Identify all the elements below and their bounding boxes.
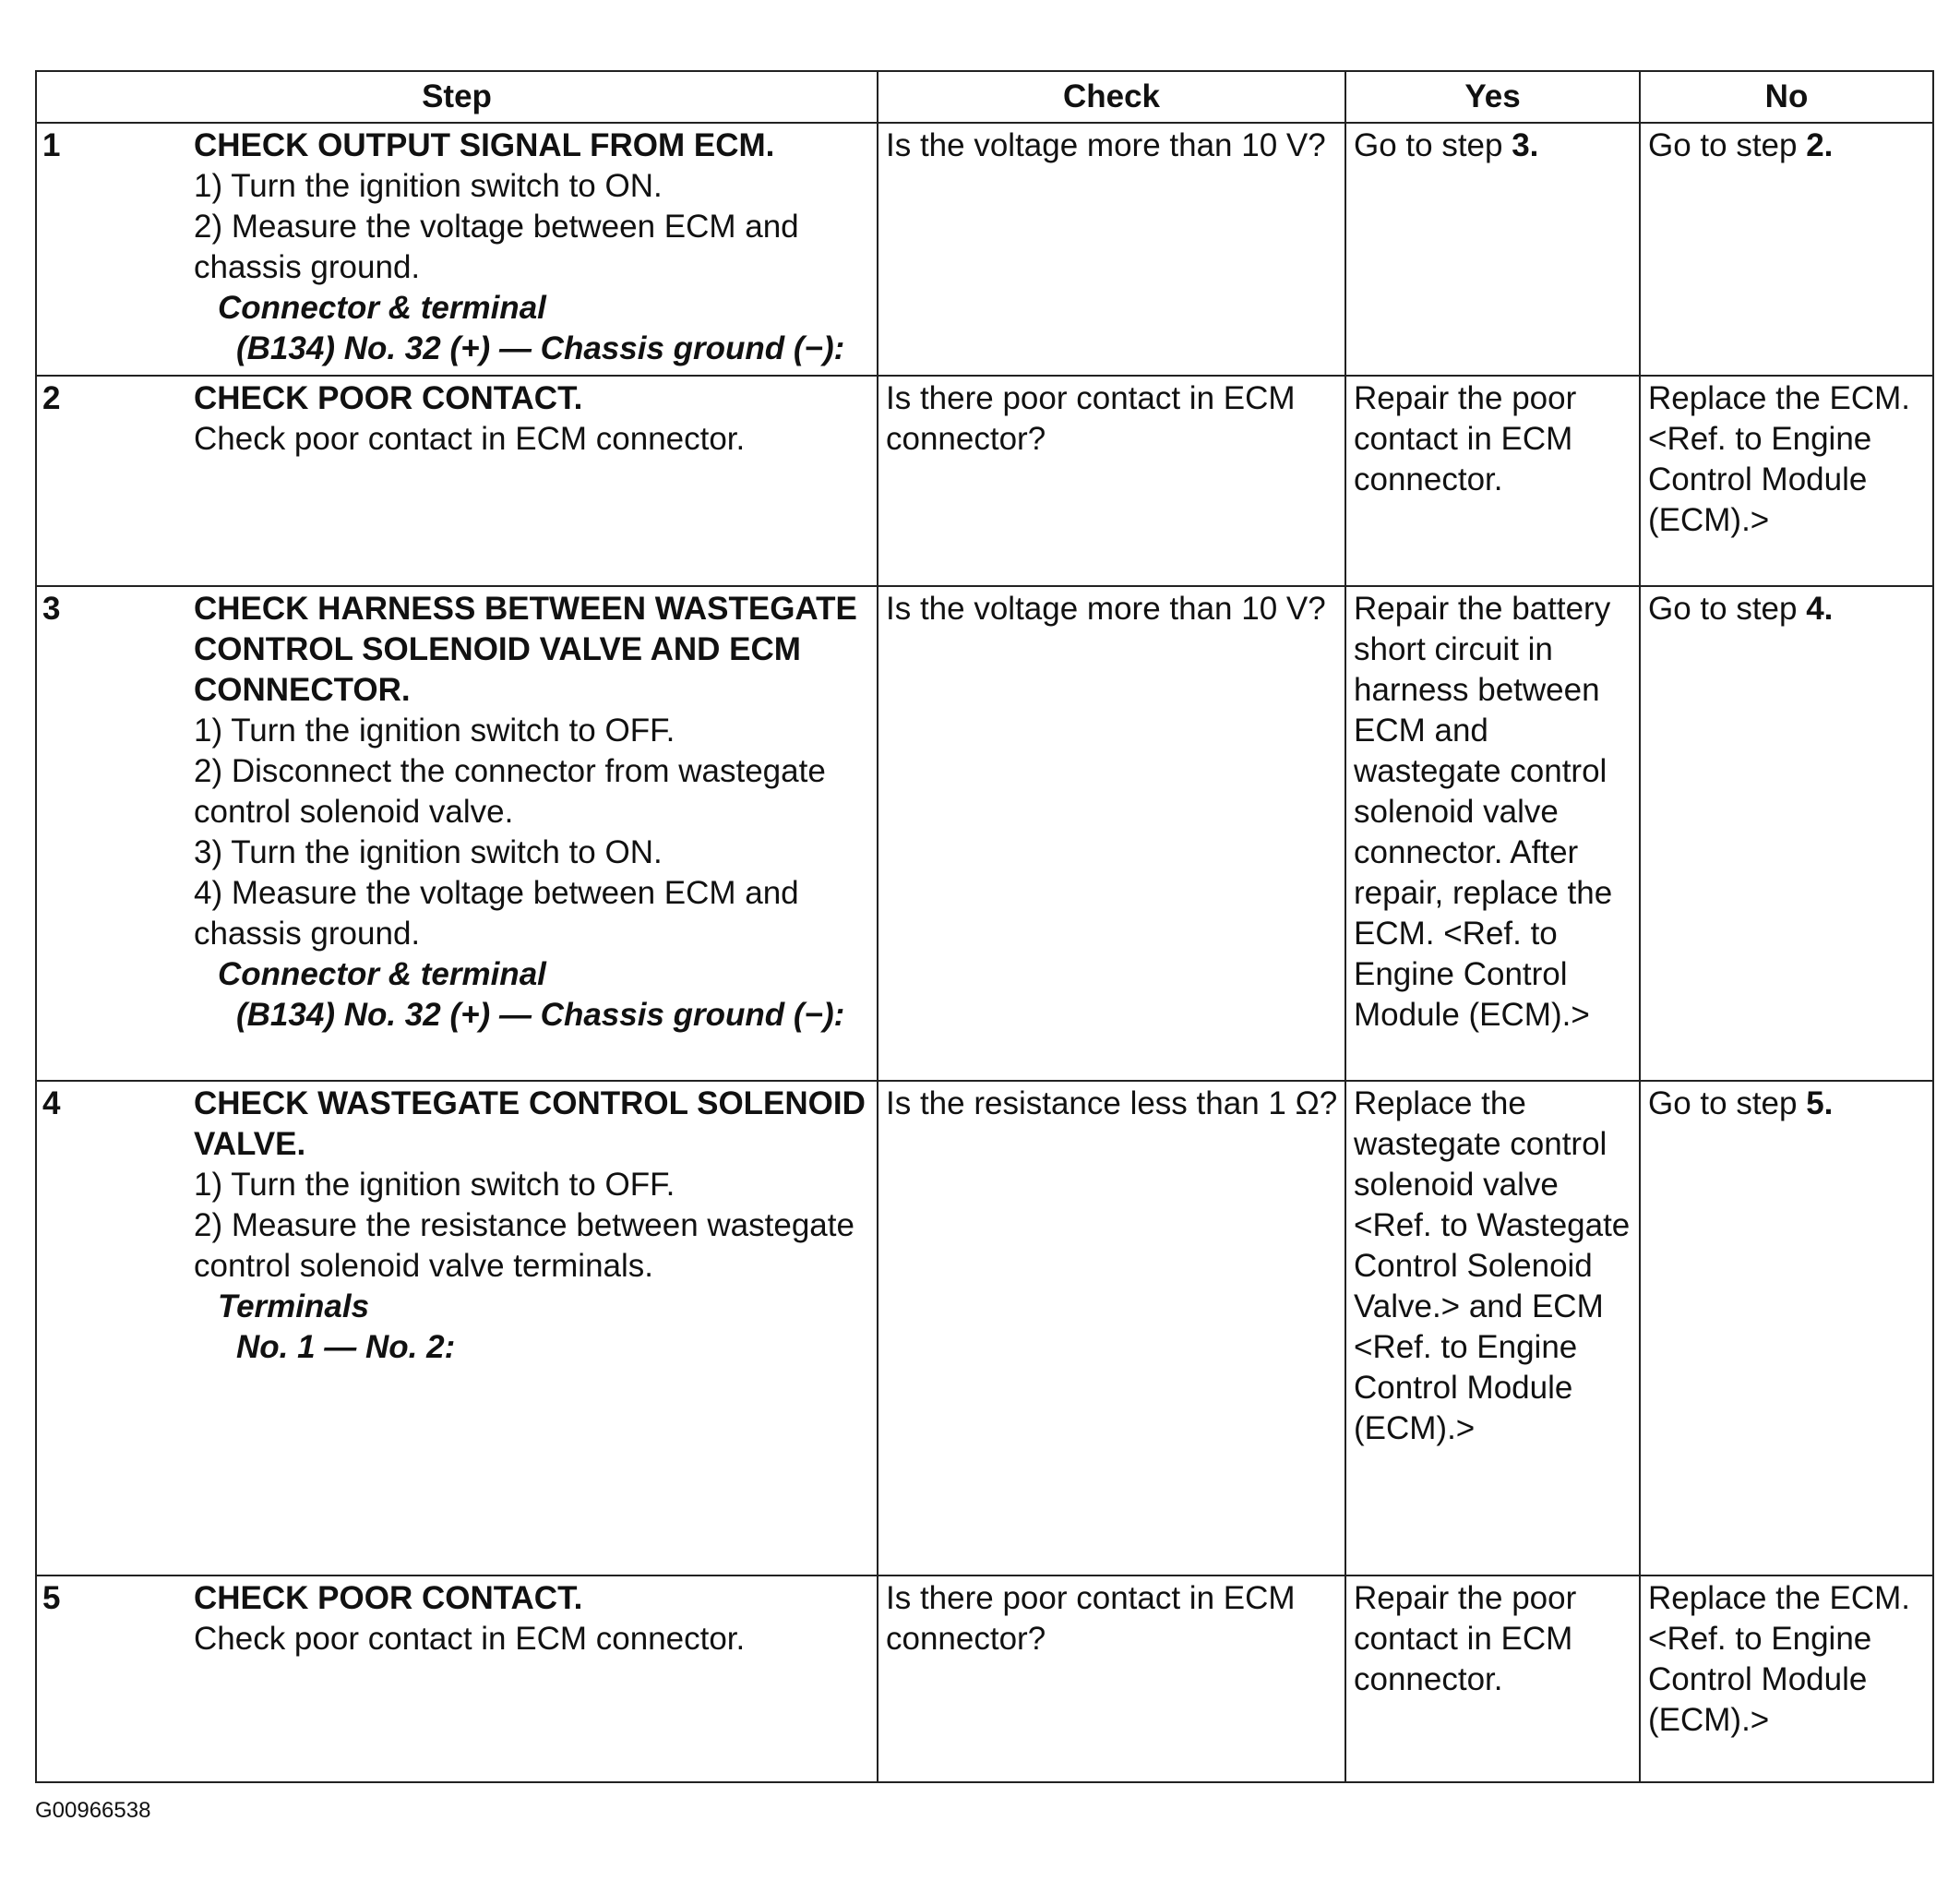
no-cell xyxy=(1640,586,1933,1081)
yes-cell xyxy=(1345,586,1640,1081)
table-row xyxy=(36,123,1933,376)
spec-label: Connector & terminal xyxy=(218,956,546,992)
no-cell xyxy=(1640,376,1933,586)
yes-prefix: Go to step xyxy=(1354,127,1512,163)
step-body xyxy=(194,377,877,460)
no-step-ref: 5. xyxy=(1806,1085,1834,1121)
step-cell xyxy=(36,123,878,376)
spec-value: (B134) No. 32 (+) — Chassis ground (−): xyxy=(236,997,845,1033)
yes-cell xyxy=(1345,123,1640,376)
check-text: Is the resistance less than 1 Ω? xyxy=(886,1085,1338,1121)
no-text xyxy=(1641,1082,1932,1124)
no-text: Replace the ECM. <Ref. to Engine Control Module (ECM).> xyxy=(1648,380,1911,538)
spec-value: (B134) No. 32 (+) — Chassis ground (−): xyxy=(236,330,845,366)
yes-cell xyxy=(1345,376,1640,586)
step-body xyxy=(194,124,877,369)
table-row xyxy=(36,1081,1933,1575)
yes-step-ref: 3. xyxy=(1512,127,1539,163)
no-cell xyxy=(1640,1081,1933,1575)
yes-text: Repair the poor contact in ECM connector. xyxy=(1354,380,1577,497)
header-no: No xyxy=(1640,71,1933,123)
diagnostic-table xyxy=(35,70,1934,1783)
step-body xyxy=(194,587,877,1036)
step-cell xyxy=(36,376,878,586)
step-instruction: 4) Measure the voltage between ECM and chassis ground. xyxy=(194,875,799,952)
table-row xyxy=(36,586,1933,1081)
spec-label: Connector & terminal xyxy=(218,290,546,326)
check-text: Is there poor contact in ECM connector? xyxy=(886,1580,1296,1657)
yes-cell xyxy=(1345,1081,1640,1575)
table-row xyxy=(36,1575,1933,1782)
step-instruction: 1) Turn the ignition switch to OFF. xyxy=(194,1167,675,1203)
check-text: Is there poor contact in ECM connector? xyxy=(886,380,1296,457)
no-prefix: Go to step xyxy=(1648,591,1807,627)
check-text: Is the voltage more than 10 V? xyxy=(886,591,1326,627)
step-instruction: Check poor contact in ECM connector. xyxy=(194,421,746,457)
step-number: 3 xyxy=(42,591,61,627)
step-body xyxy=(194,1576,877,1659)
yes-text xyxy=(1346,124,1639,166)
spec-value: No. 1 — No. 2: xyxy=(236,1329,456,1365)
step-instruction: 1) Turn the ignition switch to OFF. xyxy=(194,713,675,749)
step-instruction: 2) Measure the voltage between ECM and chassis ground. xyxy=(194,209,799,285)
header-row xyxy=(36,71,1933,123)
step-cell xyxy=(36,586,878,1081)
yes-cell xyxy=(1345,1575,1640,1782)
step-instruction: 3) Turn the ignition switch to ON. xyxy=(194,834,663,870)
no-text xyxy=(1641,587,1932,629)
header-check: Check xyxy=(878,71,1345,123)
no-text: Replace the ECM. <Ref. to Engine Control Module (ECM).> xyxy=(1648,1580,1911,1738)
no-text xyxy=(1641,124,1932,166)
step-instruction: 1) Turn the ignition switch to ON. xyxy=(194,168,663,204)
no-prefix: Go to step xyxy=(1648,1085,1807,1121)
figure-id: G00966538 xyxy=(35,1798,151,1823)
spec-label: Terminals xyxy=(218,1288,370,1324)
header-step: Step xyxy=(36,71,878,123)
check-cell xyxy=(878,1081,1345,1575)
step-title: CHECK OUTPUT SIGNAL FROM ECM. xyxy=(194,127,775,163)
step-title: CHECK WASTEGATE CONTROL SOLENOID VALVE. xyxy=(194,1085,866,1162)
step-instruction: 2) Measure the resistance between wastegate control solenoid valve terminals. xyxy=(194,1207,855,1284)
yes-text: Replace the wastegate control solenoid valve <Ref. to Wastegate Control Solenoid Valve.> and ECM <Ref. to Engine Control Module (ECM).> xyxy=(1354,1085,1631,1446)
step-number: 5 xyxy=(42,1580,61,1616)
no-cell xyxy=(1640,123,1933,376)
step-number: 2 xyxy=(42,380,61,416)
check-cell xyxy=(878,376,1345,586)
no-step-ref: 4. xyxy=(1806,591,1834,627)
step-body xyxy=(194,1082,877,1368)
check-cell xyxy=(878,1575,1345,1782)
no-step-ref: 2. xyxy=(1806,127,1834,163)
step-number: 4 xyxy=(42,1085,61,1121)
yes-text: Repair the battery short circuit in harness between ECM and wastegate control solenoid valve connector. After repair, replace the ECM. <Ref. to Engine Control Module (ECM).> xyxy=(1354,591,1613,1033)
check-cell xyxy=(878,123,1345,376)
step-number: 1 xyxy=(42,127,61,163)
header-yes: Yes xyxy=(1345,71,1640,123)
yes-text: Repair the poor contact in ECM connector. xyxy=(1354,1580,1577,1697)
check-cell xyxy=(878,586,1345,1081)
step-instruction: Check poor contact in ECM connector. xyxy=(194,1621,746,1657)
table-row xyxy=(36,376,1933,586)
step-title: CHECK POOR CONTACT. xyxy=(194,1580,583,1616)
step-title: CHECK POOR CONTACT. xyxy=(194,380,583,416)
check-text: Is the voltage more than 10 V? xyxy=(886,127,1326,163)
step-title: CHECK HARNESS BETWEEN WASTEGATE CONTROL SOLENOID VALVE AND ECM CONNECTOR. xyxy=(194,591,857,708)
step-cell xyxy=(36,1081,878,1575)
step-cell xyxy=(36,1575,878,1782)
no-cell xyxy=(1640,1575,1933,1782)
step-instruction: 2) Disconnect the connector from wastegate control solenoid valve. xyxy=(194,753,826,830)
no-prefix: Go to step xyxy=(1648,127,1807,163)
